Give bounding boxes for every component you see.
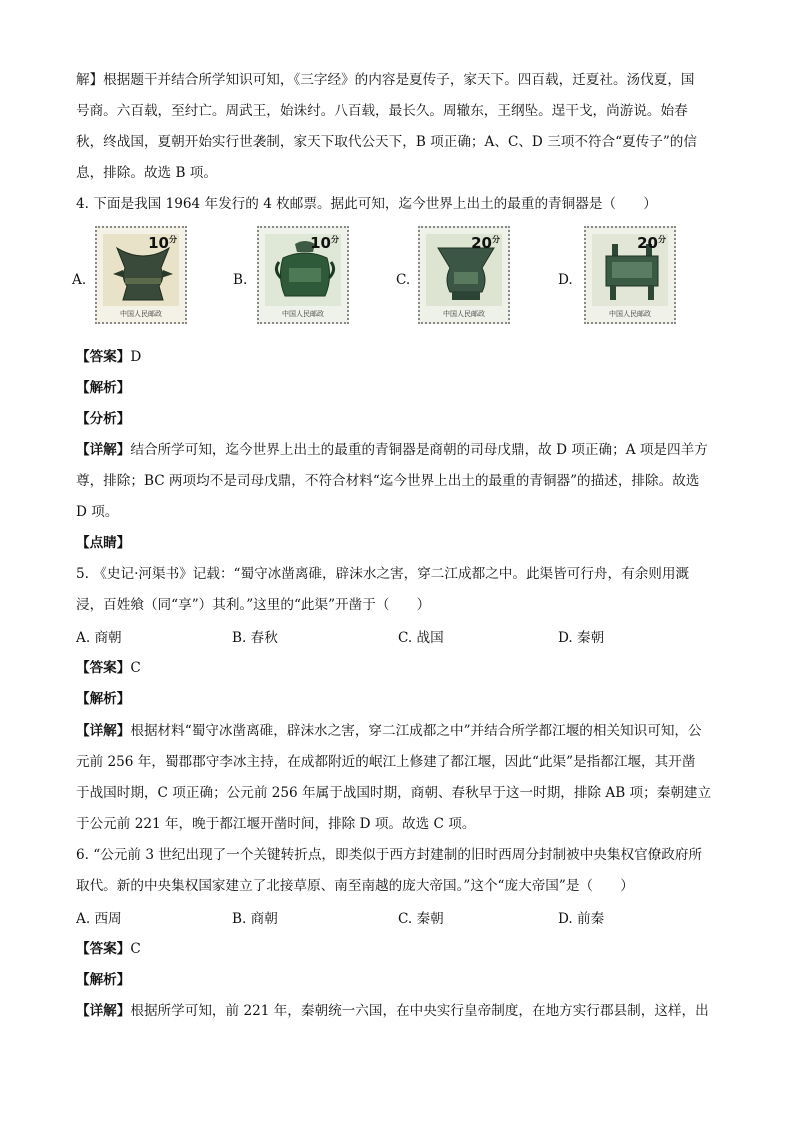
detail-line: 尊，排除；BC 两项均不是司母戊鼎，不符合材料“迄今世界上出土的最重的青铜器”的描述，排除。故选 (76, 473, 700, 489)
option-c: C. 战国 (398, 630, 444, 646)
stamp-b (257, 226, 349, 324)
detail-line: 于战国时期，C 项正确；公元前 256 年属于战国时期，商朝、春秋早于这一时期，排除 AB 项；秦朝建立 (76, 785, 712, 801)
text-line: 解】根据题干并结合所学知识可知，《三字经》的内容是夏传子，家天下。四百载，迁夏社。汤伐夏，国 (76, 72, 695, 88)
option-c: C. 秦朝 (398, 911, 444, 927)
question-6-stem: 取代。新的中央集权国家建立了北接草原、南至南越的庞大帝国。”这个“庞大帝国”是（ ） (76, 878, 634, 894)
stamp-c-country: 中国人民邮政 (443, 310, 485, 318)
question-6-stem: 6. “公元前 3 世纪出现了一个关键转折点，即类似于西方封建制的旧时西周分封制被中央集权官僚政府所 (76, 847, 703, 863)
option-d: D. 秦朝 (558, 630, 605, 646)
option-a-label: A. (72, 272, 87, 288)
option-b-label: B. (233, 272, 248, 288)
answer-value: D (130, 349, 142, 365)
text-line: 秋，终战国，夏朝开始实行世袭制，家天下取代公天下，B 项正确；A、C、D 三项不符合“夏传子”的信 (76, 134, 697, 150)
detail-line (76, 719, 702, 739)
answer-row (76, 937, 141, 957)
detail-line: 于公元前 221 年，晚于都江堰开凿时间，排除 D 项。故选 C 项。 (76, 816, 476, 832)
option-b: B. 商朝 (232, 911, 278, 927)
detail-line: D 项。 (76, 504, 119, 520)
detail-label: 【详解】 (76, 1003, 131, 1019)
answer-label: 【答案】 (76, 349, 131, 365)
question-5-stem: 5. 《史记·河渠书》记载：“蜀守冰凿离碓，辟沫水之害，穿二江成都之中。此渠皆可行舟，有余则用溉 (76, 566, 690, 582)
stamp-d-country: 中国人民邮政 (609, 310, 651, 318)
stamp-a-value: 10 (148, 234, 169, 252)
option-b: B. 春秋 (232, 630, 278, 646)
fenxi-label: 【分析】 (76, 411, 131, 427)
stamp-c-value: 20 (471, 234, 492, 252)
stamp-a-unit: 分 (169, 235, 177, 244)
option-c-label: C. (396, 272, 411, 288)
stamp-d-unit: 分 (658, 235, 666, 244)
analysis-label: 【解析】 (76, 972, 131, 988)
stamp-d-value: 20 (637, 234, 658, 252)
detail-line (76, 999, 709, 1019)
answer-row (76, 656, 141, 676)
answer-value: C (130, 660, 141, 676)
question-5-stem: 浸，百姓飨（同“享”）其利。”这里的“此渠”开凿于（ ） (76, 597, 431, 613)
stamp-b-country: 中国人民邮政 (282, 310, 324, 318)
option-d-label: D. (558, 272, 573, 288)
comment-label: 【点睛】 (76, 535, 131, 551)
answer-value: C (130, 941, 141, 957)
stamp-b-value: 10 (310, 234, 331, 252)
detail-label: 【详解】 (76, 723, 131, 739)
option-d: D. 前秦 (558, 911, 605, 927)
answer-row (76, 345, 141, 365)
option-a: A. 商朝 (76, 630, 122, 646)
stamp-d (584, 226, 676, 324)
detail-line (76, 438, 708, 458)
analysis-label: 【解析】 (76, 380, 131, 396)
detail-line: 元前 256 年，蜀郡郡守李冰主持，在成都附近的岷江上修建了都江堰，因此“此渠”是指都江堰，其开凿 (76, 754, 696, 770)
text-line: 号商。六百载，至纣亡。周武王，始诛纣。八百载，最长久。周辙东，王纲坠。逞干戈，尚游说。始春 (76, 103, 688, 119)
detail-text: 根据材料“蜀守冰凿离碓，辟沫水之害，穿二江成都之中”并结合所学都江堰的相关知识可知，公 (130, 723, 702, 739)
stamp-a-country: 中国人民邮政 (120, 310, 162, 318)
text-line: 息，排除。故选 B 项。 (76, 165, 217, 181)
stamp-b-unit: 分 (331, 235, 339, 244)
stamp-c-unit: 分 (492, 235, 500, 244)
detail-label: 【详解】 (76, 442, 131, 458)
detail-text: 结合所学可知，迄今世界上出土的最重的青铜器是商朝的司母戊鼎，故 D 项正确；A 项是四羊方 (130, 442, 708, 458)
question-4-stem: 4. 下面是我国 1964 年发行的 4 枚邮票。据此可知，迄今世界上出土的最重的青铜器是（ ） (76, 196, 657, 212)
stamp-a (95, 226, 187, 324)
analysis-label: 【解析】 (76, 691, 131, 707)
detail-text: 根据所学可知，前 221 年，秦朝统一六国，在中央实行皇帝制度，在地方实行郡县制，这样，出 (130, 1003, 709, 1019)
stamp-c (418, 226, 510, 324)
answer-label: 【答案】 (76, 660, 131, 676)
answer-label: 【答案】 (76, 941, 131, 957)
option-a: A. 西周 (76, 911, 122, 927)
